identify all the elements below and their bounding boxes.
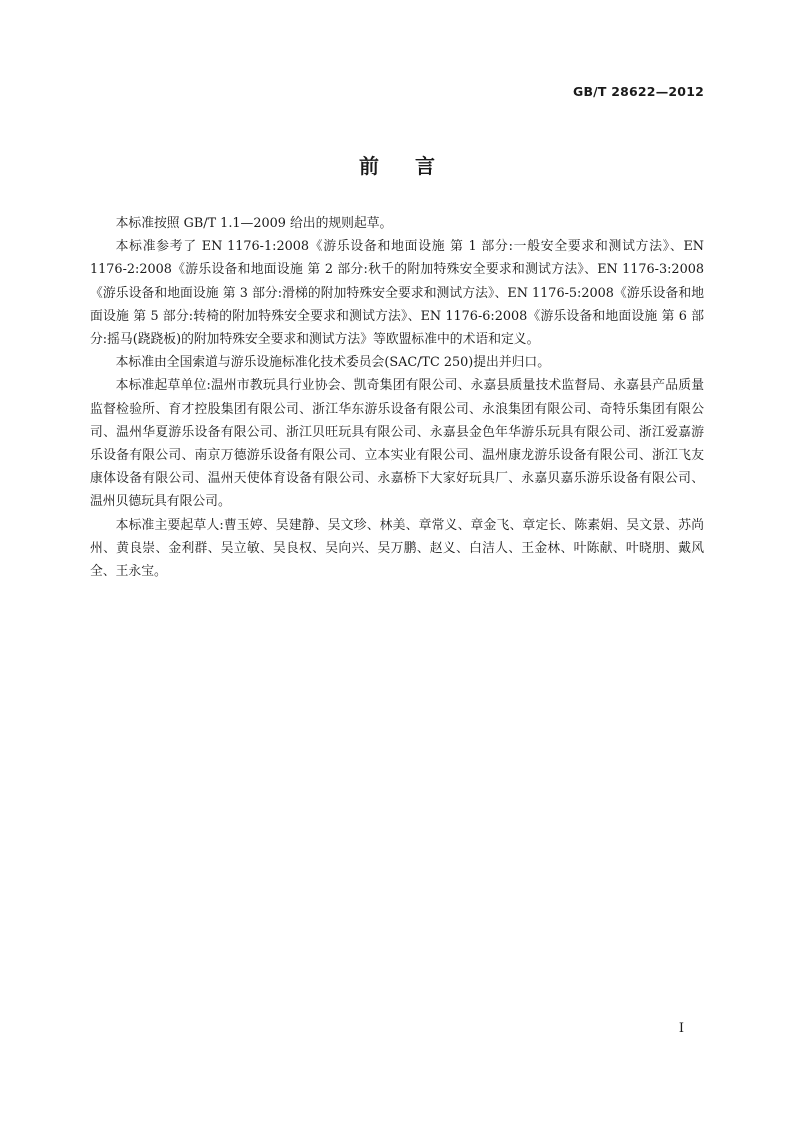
page-number: I bbox=[678, 1021, 684, 1036]
paragraph-references: 本标准参考了 EN 1176-1:2008《游乐设备和地面设施 第 1 部分:一般安全要求和测试方法》、EN 1176-2:2008《游乐设备和地面设施 第 2 部分:秋千的附加特殊安全要求和测试方法》、EN 1176-3:2008《游乐设备和地面设施 第 3 部分:滑梯的附加特殊安全要求和测试方法》、EN 1176-5:2008《游乐设备和地面设施 第 5 部分:转椅的附加特殊安全要求和测试方法》、EN 1176-6:2008《游乐设备和地面设施 第 6 部分:摇马(跷跷板)的附加特殊安全要求和测试方法》等欧盟标准中的术语和定义。 bbox=[90, 239, 704, 348]
paragraph-drafting-rules: 本标准按照 GB/T 1.1—2009 给出的规则起草。 bbox=[115, 216, 393, 231]
page-title: 前言 bbox=[359, 154, 471, 178]
paragraph-drafters: 本标准主要起草人:曹玉婷、吴建静、吴文珍、林美、章常义、章金飞、章定长、陈素娟、吴文景、苏尚州、黄良崇、金利群、吴立敏、吴良权、吴向兴、吴万鹏、赵义、白洁人、王金林、叶陈献、叶晓朋、戴风全、王永宝。 bbox=[90, 517, 704, 580]
paragraph-proposer: 本标准由全国索道与游乐设施标准化技术委员会(SAC/TC 250)提出并归口。 bbox=[115, 355, 551, 371]
standard-code: GB/T 28622—2012 bbox=[572, 84, 704, 99]
foreword-body bbox=[90, 212, 704, 583]
paragraph-drafting-units: 本标准起草单位:温州市教玩具行业协会、凯奇集团有限公司、永嘉县质量技术监督局、永嘉县产品质量监督检验所、育才控股集团有限公司、浙江华东游乐设备有限公司、永浪集团有限公司、奇特乐集团有限公司、温州华夏游乐设备有限公司、浙江贝旺玩具有限公司、永嘉县金色年华游乐玩具有限公司、浙江爱嘉游乐设备有限公司、南京万德游乐设备有限公司、立本实业有限公司、温州康龙游乐设备有限公司、浙江飞友康体设备有限公司、温州天使体育设备有限公司、永嘉桥下大家好玩具厂、永嘉贝嘉乐游乐设备有限公司、温州贝德玩具有限公司。 bbox=[90, 378, 704, 510]
